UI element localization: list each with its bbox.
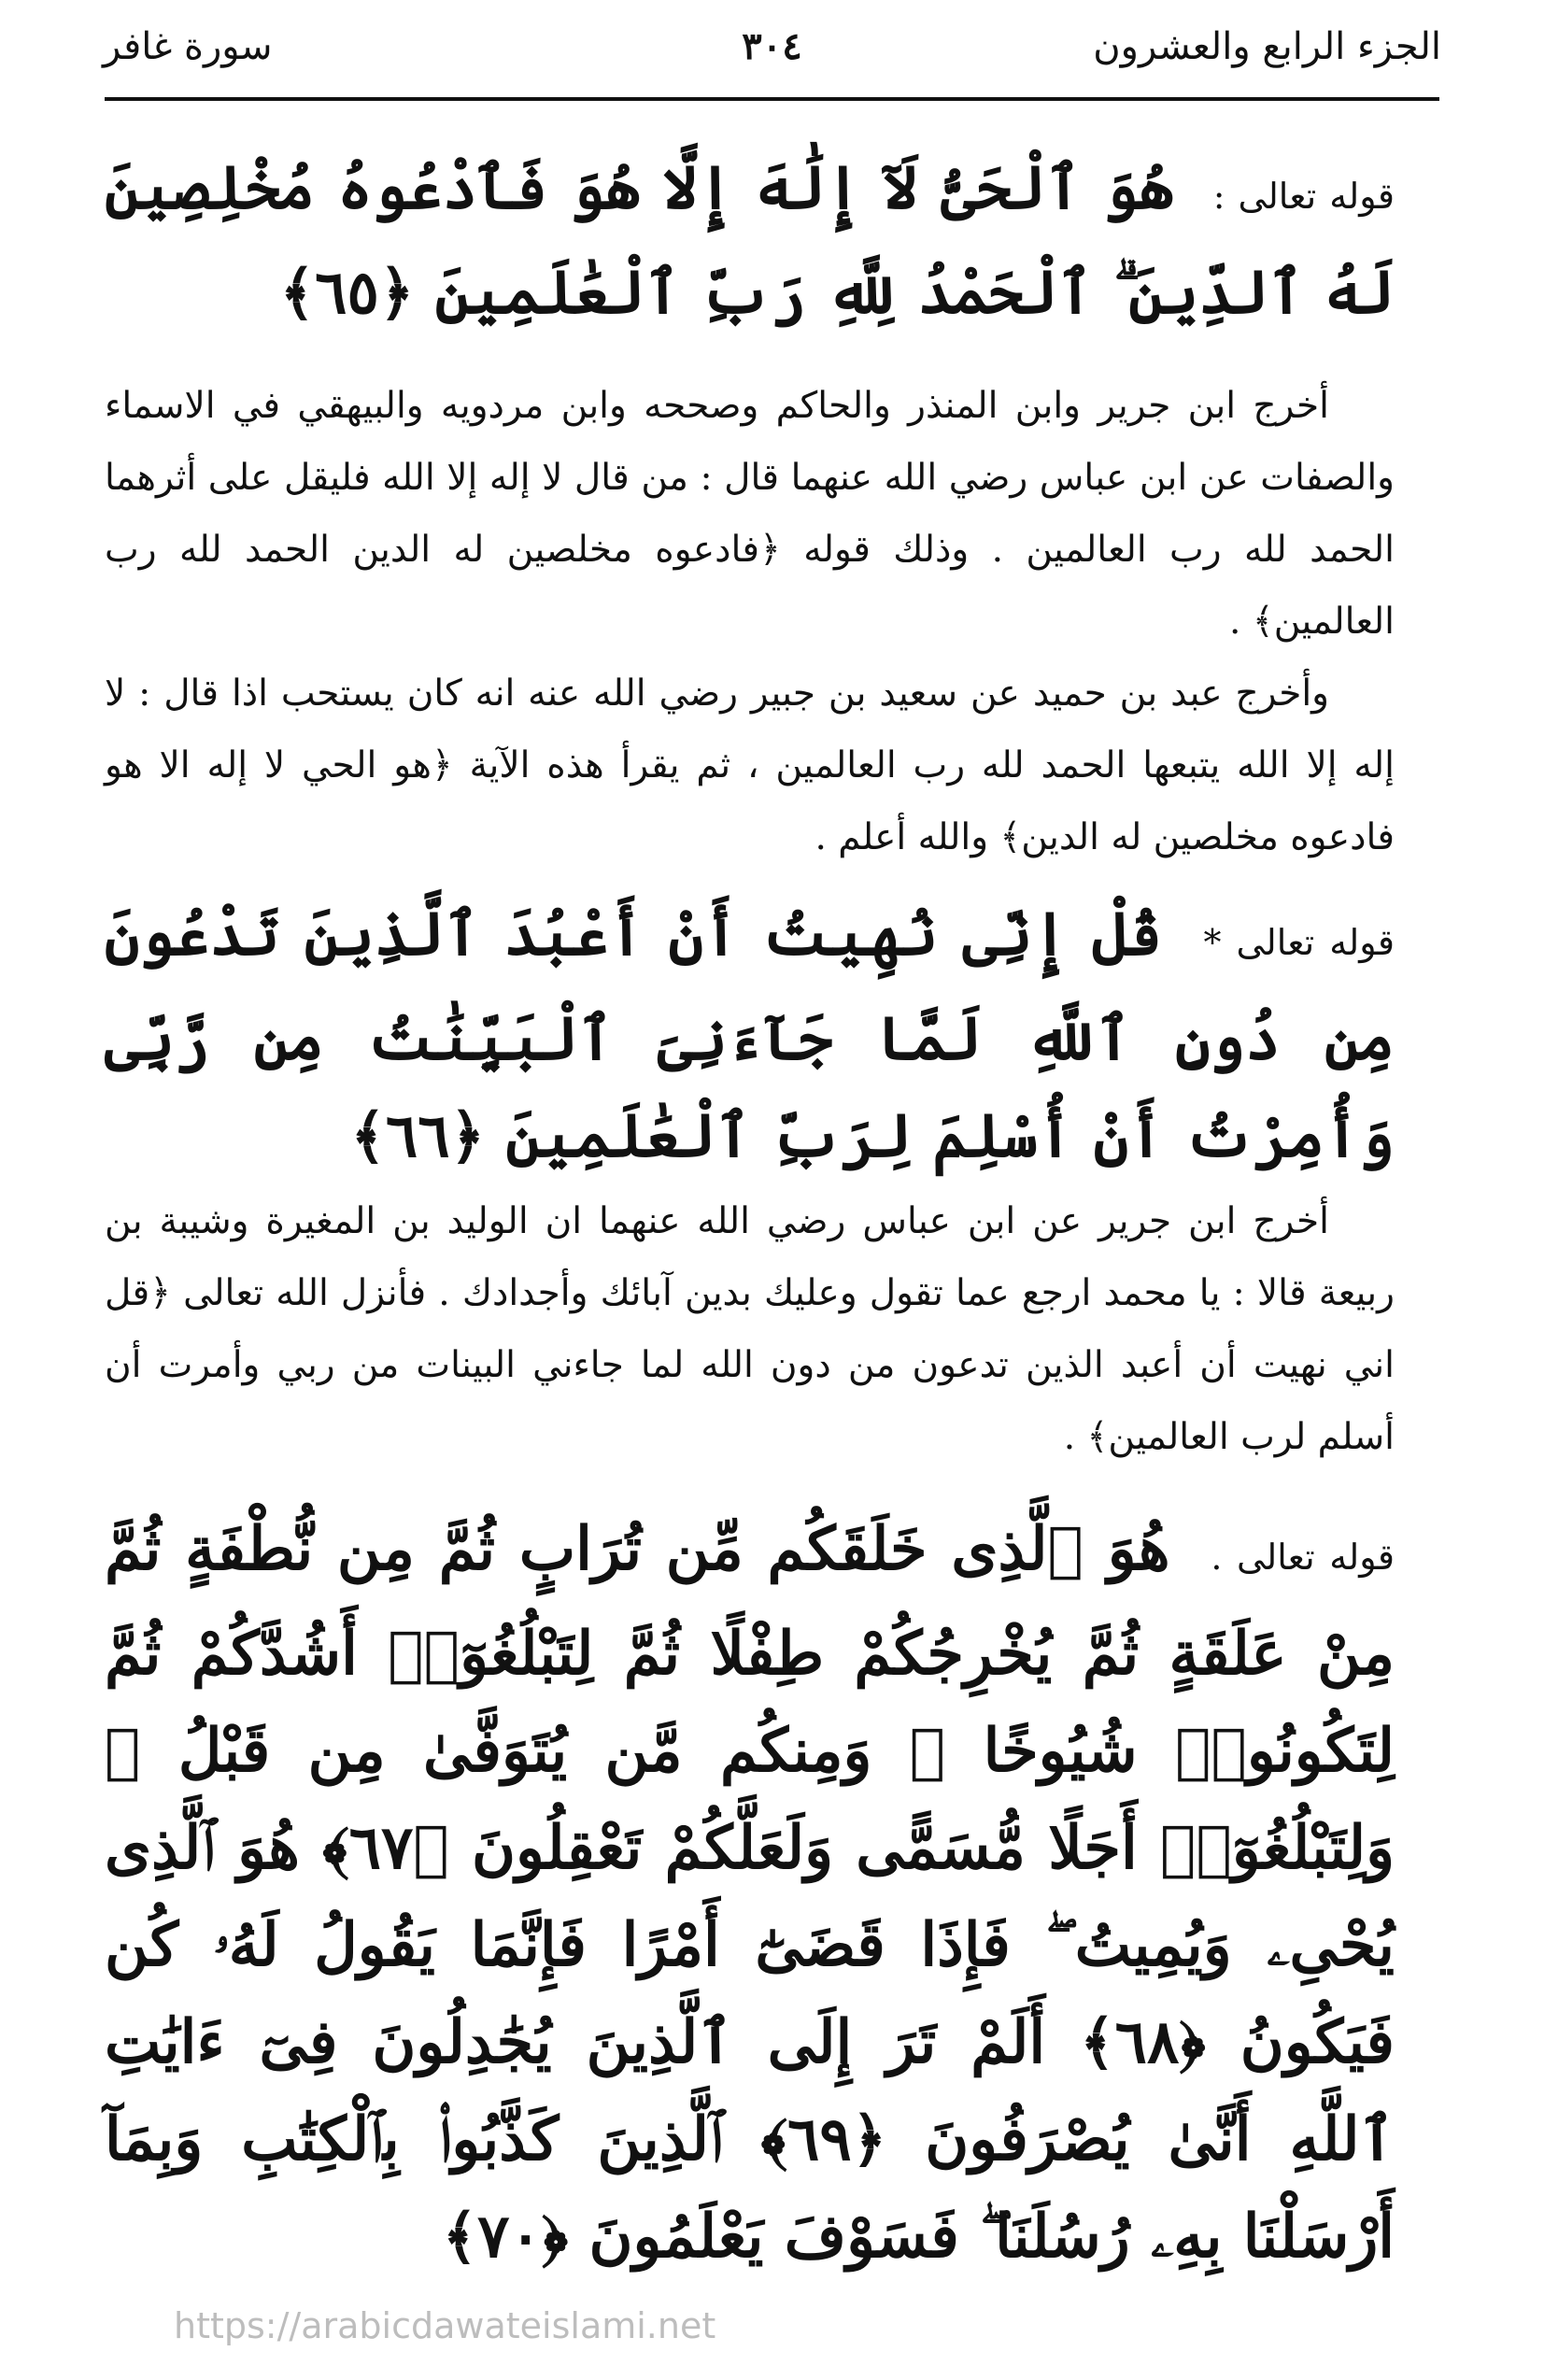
- verse-text: هُوَ ٱلْحَىُّ لَآ إِلَٰهَ إِلَّا هُوَ فَٱدْعُوهُ مُخْلِصِينَ لَهُ ٱلدِّينَ ۗ ٱلْحَمْدُ لِلَّهِ رَبِّ ٱلْعَٰلَمِينَ ﴿٦٥﴾: [105, 153, 1395, 328]
- surah-title: سورة غافر: [103, 25, 273, 68]
- verse-intro-label: قوله تعالى .: [1211, 1537, 1395, 1578]
- site-watermark: https://arabicdawateislami.net: [174, 2305, 716, 2346]
- verse-intro-label: قوله تعالى *: [1203, 922, 1395, 963]
- verse-intro-label: قوله تعالى :: [1212, 176, 1395, 217]
- commentary-paragraph: وأخرج عبد بن حميد عن سعيد بن جبير رضي الله عنه انه كان يستحب اذا قال : لا إله إلا الله يتبعها الحمد لله رب العالمين ، ثم يقرأ هذه الآية ﴿هو الحي لا إله الا هو فادعوه مخلصين له الدين﴾ والله أعلم .: [105, 673, 1395, 858]
- verse-text: هُوَ ٱلَّذِى خَلَقَكُم مِّن تُرَابٍ ثُمَّ مِن نُّطْفَةٍ ثُمَّ مِنْ عَلَقَةٍ ثُمَّ يُخْرِجُكُمْ طِفْلًا ثُمَّ لِتَبْلُغُوٓا۟ أَشُدَّكُمْ ثُمَّ لِتَكُونُوا۟ شُيُوخًا ۚ وَمِنكُم مَّن يُتَوَفَّىٰ مِن قَبْلُ ۖ وَلِتَبْلُغُوٓا۟ أَجَلًا مُّسَمًّى وَلَعَلَّكُمْ تَعْقِلُونَ ﴿٦٧﴾ هُوَ ٱلَّذِى يُحْىِۦ وَيُمِيتُ ۖ فَإِذَا قَضَىٰٓ أَمْرًا فَإِنَّمَا يَقُولُ لَهُۥ كُن فَيَكُونُ ﴿٦٨﴾ أَلَمْ تَرَ إِلَى ٱلَّذِينَ يُجَٰدِلُونَ فِىٓ ءَايَٰتِ ٱللَّهِ أَنَّىٰ يُصْرَفُونَ ﴿٦٩﴾ ٱلَّذِينَ كَذَّبُوا۟ بِٱلْكِتَٰبِ وَبِمَآ أَرْسَلْنَا بِهِۦ رُسُلَنَا ۖ فَسَوْفَ يَعْلَمُونَ ﴿٧٠﴾: [105, 1514, 1395, 2272]
- quran-verse: [105, 886, 1395, 1185]
- commentary-paragraph: أخرج ابن جرير عن ابن عباس رضي الله عنهما ان الوليد بن المغيرة وشيبة بن ربيعة قالا : يا محمد ارجع عما تقول وعليك بدين آبائك وأجدادك . فأنزل الله تعالى ﴿قل اني نهيت أن أعبد الذين تدعون من دون الله لما جاءني البينات من ربي وأمرت أن أسلم لرب العالمين﴾ .: [105, 1200, 1395, 1458]
- section-3: [105, 1501, 1395, 2286]
- quran-verse: [105, 1501, 1395, 2286]
- page-number: ٣٠٤: [742, 24, 802, 68]
- section-1: [105, 140, 1395, 873]
- page-content: [105, 140, 1395, 2286]
- commentary-paragraph: أخرج ابن جرير وابن المنذر والحاكم وصححه وابن مردويه والبيهقي في الاسماء والصفات عن ابن عباس رضي الله عنهما قال : من قال لا إله إلا الله فليقل على أثرهما الحمد لله رب العالمين . وذلك قوله ﴿فادعوه مخلصين له الدين الحمد لله رب العالمين﴾ .: [105, 385, 1395, 643]
- juz-title: الجزء الرابع والعشرون: [1093, 25, 1441, 68]
- header-divider: [105, 97, 1439, 101]
- quran-verse: [105, 140, 1395, 342]
- page-header: [103, 19, 1441, 84]
- section-2: [105, 886, 1395, 1473]
- verse-text: قُلْ إِنِّى نُهِيتُ أَنْ أَعْبُدَ ٱلَّذِينَ تَدْعُونَ مِن دُونِ ٱللَّهِ لَمَّا جَآءَنِىَ ٱلْبَيِّنَٰتُ مِن رَّبِّى وَأُمِرْتُ أَنْ أُسْلِمَ لِرَبِّ ٱلْعَٰلَمِينَ ﴿٦٦﴾: [105, 900, 1395, 1171]
